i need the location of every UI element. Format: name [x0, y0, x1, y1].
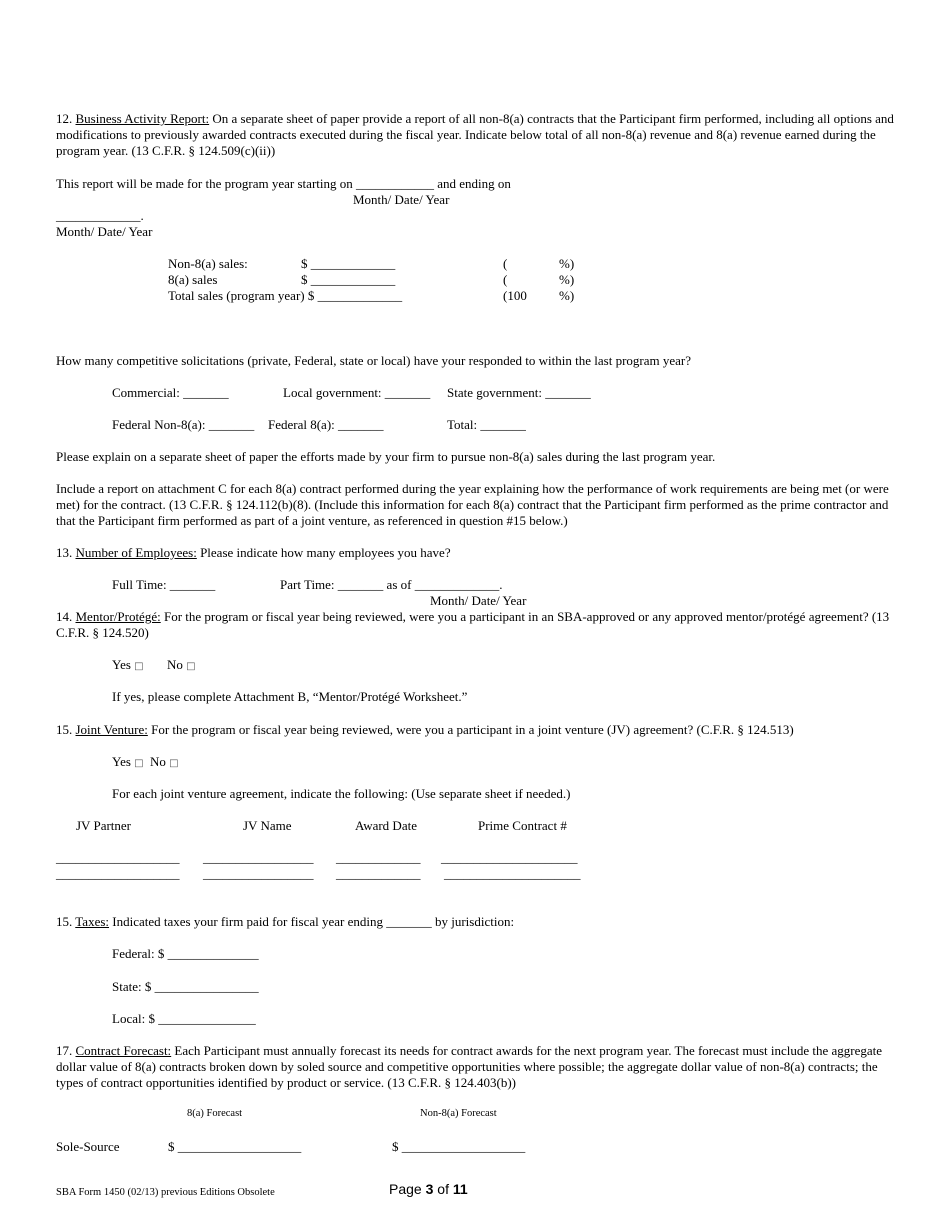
jv-col-award-date: Award Date	[355, 818, 417, 833]
end-date-blank[interactable]: _____________.	[56, 208, 144, 223]
q15-instruction: For each joint venture agreement, indicate the following: (Use separate sheet if needed.)	[112, 786, 571, 801]
forecast-col-non8a: Non-8(a) Forecast	[420, 1108, 497, 1119]
q15-title: Joint Venture:	[75, 722, 148, 737]
q17-title: Contract Forecast:	[75, 1043, 172, 1058]
commercial-field[interactable]: Commercial: _______	[112, 385, 229, 400]
q15-text: For the program or fiscal year being reviewed, were you a participant in a joint venture (JV) agreement? (C.F.R. § 124.513)	[151, 722, 794, 737]
taxes-text[interactable]: Indicated taxes your firm paid for fiscal year ending _______ by jurisdiction:	[112, 914, 515, 929]
q12-paragraph	[56, 111, 898, 159]
part-time-field[interactable]: Part Time: _______ as of _____________.	[280, 577, 503, 592]
local-tax-field[interactable]: Local: $ _______________	[112, 1011, 256, 1026]
explain-efforts: Please explain on a separate sheet of paper the efforts made by your firm to pursue non-8(a) sales during the last program year.	[56, 449, 716, 464]
q15-no-checkbox-icon[interactable]: □	[169, 758, 179, 769]
start-date-caption: Month/ Date/ Year	[353, 192, 450, 207]
jv-col-prime-contract: Prime Contract #	[478, 818, 567, 833]
footer-page-total: 11	[452, 1181, 468, 1197]
federal-8a-field[interactable]: Federal 8(a): _______	[268, 417, 384, 432]
q12-title: Business Activity Report:	[75, 111, 210, 126]
sales-label-non8a: Non-8(a) sales:	[168, 256, 248, 271]
sales-pct-close-total: %)	[559, 288, 575, 303]
sales-label-8a: 8(a) sales	[168, 272, 218, 287]
program-year-line[interactable]: This report will be made for the program year starting on ____________ and ending on	[56, 176, 511, 191]
solicitations-question: How many competitive solicitations (private, Federal, state or local) have your responded to within the last program year?	[56, 353, 692, 368]
jv-row-2-prime-contract[interactable]: _____________________	[444, 866, 581, 881]
federal-non8a-field[interactable]: Federal Non-8(a): _______	[112, 417, 255, 432]
q14-title: Mentor/Protégé:	[75, 609, 161, 624]
taxes-title: Taxes:	[75, 914, 110, 929]
footer-page-current: 3	[425, 1181, 434, 1197]
q15-line	[56, 722, 794, 738]
jv-row-2-award-date[interactable]: _____________	[336, 866, 421, 881]
footer-form-id: SBA Form 1450 (02/13) previous Editions Obsolete	[56, 1187, 275, 1198]
q14-no-option[interactable]	[167, 657, 196, 675]
jv-col-name: JV Name	[243, 818, 292, 833]
total-field[interactable]: Total: _______	[447, 417, 526, 432]
jv-col-partner: JV Partner	[76, 818, 132, 833]
end-date-caption: Month/ Date/ Year	[56, 224, 153, 239]
q13-text: Please indicate how many employees you have?	[200, 545, 451, 560]
q15-no-label: No	[150, 754, 166, 769]
q13-number: 13.	[56, 545, 73, 560]
q15-yes-option[interactable]	[112, 754, 144, 772]
state-tax-field[interactable]: State: $ ________________	[112, 979, 259, 994]
sales-pct-close-non8a[interactable]: %)	[559, 256, 575, 271]
state-government-field[interactable]: State government: _______	[447, 385, 591, 400]
jv-row-2-partner[interactable]: ___________________	[56, 866, 180, 881]
q14-number: 14.	[56, 609, 73, 624]
q14-no-label: No	[167, 657, 183, 672]
q14-yes-checkbox-icon[interactable]: □	[134, 661, 144, 672]
local-government-field[interactable]: Local government: _______	[283, 385, 431, 400]
q14-paragraph	[56, 609, 898, 641]
q17-text: Each Participant must annually forecast its needs for contract awards for the next program year. The forecast must include the aggregate dollar value of 8(a) contracts broken down by soled source and competitive opportunities where possible; the aggregate dollar value of non-8(a) contracts; the types of contract opportunities identified by product or service. (13 C.F.R. § 124.403(b))	[56, 1043, 883, 1090]
jv-row-2-name[interactable]: _________________	[203, 866, 314, 881]
q14-followup: If yes, please complete Attachment B, “Mentor/Protégé Worksheet.”	[112, 689, 468, 704]
q14-yes-label: Yes	[112, 657, 131, 672]
q14-no-checkbox-icon[interactable]: □	[186, 661, 196, 672]
sales-dollar-non8a[interactable]: $ _____________	[301, 256, 396, 271]
q14-text: For the program or fiscal year being reviewed, were you a participant in an SBA-approved or any approved mentor/protégé agreement? (13 C.F.R. § 124.520)	[56, 609, 890, 640]
q12-text: On a separate sheet of paper provide a report of all non-8(a) contracts that the Participant firm performed, including all options and modifications to previously awarded contracts executed during the fiscal year. Indicate below total of all non-8(a) revenue and 8(a) revenue earned during the program year. (13 C.F.R. § 124.509(c)(ii))	[56, 111, 894, 158]
sales-pct-open-non8a: (	[503, 256, 508, 271]
forecast-col-8a: 8(a) Forecast	[187, 1108, 243, 1119]
sales-dollar-8a[interactable]: $ _____________	[301, 272, 396, 287]
sales-label-total[interactable]: Total sales (program year) $ _____________	[168, 288, 403, 303]
footer-page-number	[389, 1181, 468, 1197]
attachment-c-paragraph: Include a report on attachment C for each 8(a) contract performed during the year explaining how the performance of work requirements are being met (or were met) for the contract. (13 C.F.R. § 124.112(b)(8). (Include this information for each 8(a) contract that the Participant firm performed as the prime contractor and that the Participant firm performed as part of a joint venture, as referenced in question #15 below.)	[56, 481, 889, 528]
employees-date-caption: Month/ Date/ Year	[430, 593, 527, 608]
q15-yes-label: Yes	[112, 754, 131, 769]
jv-row-1-prime-contract[interactable]: _____________________	[441, 850, 578, 865]
sales-pct-close-8a[interactable]: %)	[559, 272, 575, 287]
footer-page-word: Page	[389, 1181, 422, 1197]
sales-pct-open-8a: (	[503, 272, 508, 287]
forecast-row-sole-source: Sole-Source	[56, 1139, 120, 1154]
sales-pct-open-total: (100	[503, 288, 527, 303]
q15-number: 15.	[56, 722, 73, 737]
q15-no-option[interactable]	[150, 754, 179, 772]
taxes-line	[56, 914, 514, 930]
q13-title: Number of Employees:	[75, 545, 197, 560]
q12-number: 12.	[56, 111, 73, 126]
forecast-sole-source-non8a-field[interactable]: $ ___________________	[392, 1139, 526, 1154]
q15-yes-checkbox-icon[interactable]: □	[134, 758, 144, 769]
q17-number: 17.	[56, 1043, 73, 1058]
taxes-number: 15.	[56, 914, 73, 929]
footer-of-word: of	[437, 1181, 449, 1197]
full-time-field[interactable]: Full Time: _______	[112, 577, 216, 592]
federal-tax-field[interactable]: Federal: $ ______________	[112, 946, 259, 961]
jv-row-1-award-date[interactable]: _____________	[336, 850, 421, 865]
q14-yes-option[interactable]	[112, 657, 144, 675]
q17-paragraph	[56, 1043, 898, 1091]
jv-row-1-partner[interactable]: ___________________	[56, 850, 180, 865]
q13-line	[56, 545, 451, 561]
forecast-sole-source-8a-field[interactable]: $ ___________________	[168, 1139, 302, 1154]
jv-row-1-name[interactable]: _________________	[203, 850, 314, 865]
